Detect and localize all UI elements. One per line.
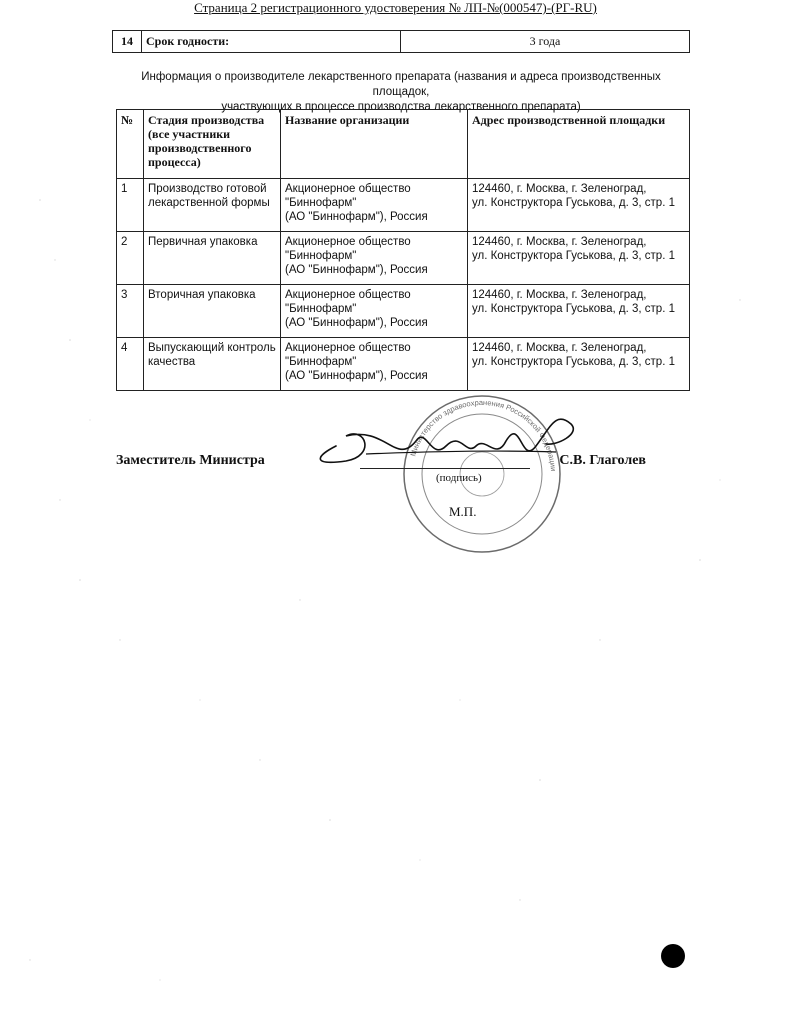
row-org — [281, 285, 468, 338]
ink-dot — [661, 944, 685, 968]
table-header-row — [117, 110, 690, 179]
address-line: 124460, г. Москва, г. Зеленоград, — [472, 183, 647, 195]
expiry-label: Срок годности: — [142, 31, 401, 53]
page-header: Страница 2 регистрационного удостоверения № ЛП-№(000547)-(РГ-RU) — [194, 0, 597, 15]
org-line: Акционерное общество — [285, 289, 411, 301]
header-address: Адрес производственной площадки — [468, 110, 690, 179]
org-line: (АО "Биннофарм"), Россия — [285, 370, 428, 382]
row-org — [281, 338, 468, 391]
header-no: № — [117, 110, 144, 179]
org-line: (АО "Биннофарм"), Россия — [285, 317, 428, 329]
expiry-value: 3 года — [401, 31, 690, 53]
row-org — [281, 179, 468, 232]
expiry-row — [113, 31, 690, 53]
table-row — [117, 179, 690, 232]
table-row — [117, 285, 690, 338]
org-line: "Биннофарм" — [285, 303, 357, 315]
table-row — [117, 338, 690, 391]
header-stage: Стадия производства (все участники производственного процесса) — [144, 110, 281, 179]
row-stage: Производство готовой лекарственной формы — [144, 179, 281, 232]
signature-caption: (подпись) — [436, 472, 482, 484]
info-line-1: Информация о производителе лекарственного препарата (названия и адреса производственных площадок, — [141, 71, 661, 98]
row-stage: Выпускающий контроль качества — [144, 338, 281, 391]
row-address — [468, 179, 690, 232]
signer-name: С.В. Глаголев — [559, 453, 646, 468]
signer-position: Заместитель Министра — [116, 453, 265, 468]
row-address — [468, 338, 690, 391]
row-address — [468, 232, 690, 285]
row-stage: Первичная упаковка — [144, 232, 281, 285]
manufacturer-table — [116, 109, 690, 391]
org-line: "Биннофарм" — [285, 250, 357, 262]
row-org — [281, 232, 468, 285]
row-no: 1 — [117, 179, 144, 232]
expiry-number: 14 — [113, 31, 142, 53]
table-row — [117, 232, 690, 285]
row-no: 4 — [117, 338, 144, 391]
org-line: Акционерное общество — [285, 342, 411, 354]
row-stage: Вторичная упаковка — [144, 285, 281, 338]
org-line: (АО "Биннофарм"), Россия — [285, 211, 428, 223]
signature-row — [116, 453, 646, 475]
address-line: 124460, г. Москва, г. Зеленоград, — [472, 342, 647, 354]
address-line: ул. Конструктора Гуськова, д. 3, стр. 1 — [472, 197, 675, 209]
info-line-2: участвующих в процессе производства лекарственного препарата) — [221, 101, 581, 113]
org-line: "Биннофарм" — [285, 197, 357, 209]
seal-text: Министерство здравоохранения Российской Федерации — [408, 397, 558, 472]
address-line: ул. Конструктора Гуськова, д. 3, стр. 1 — [472, 303, 675, 315]
signature-line — [360, 468, 530, 469]
address-line: 124460, г. Москва, г. Зеленоград, — [472, 236, 647, 248]
address-line: ул. Конструктора Гуськова, д. 3, стр. 1 — [472, 356, 675, 368]
address-line: ул. Конструктора Гуськова, д. 3, стр. 1 — [472, 250, 675, 262]
row-no: 3 — [117, 285, 144, 338]
row-no: 2 — [117, 232, 144, 285]
org-line: "Биннофарм" — [285, 356, 357, 368]
row-address — [468, 285, 690, 338]
org-line: Акционерное общество — [285, 183, 411, 195]
org-line: Акционерное общество — [285, 236, 411, 248]
address-line: 124460, г. Москва, г. Зеленоград, — [472, 289, 647, 301]
org-line: (АО "Биннофарм"), Россия — [285, 264, 428, 276]
seal-place-label: М.П. — [449, 504, 477, 519]
header-org: Название организации — [281, 110, 468, 179]
expiry-table — [112, 30, 690, 53]
